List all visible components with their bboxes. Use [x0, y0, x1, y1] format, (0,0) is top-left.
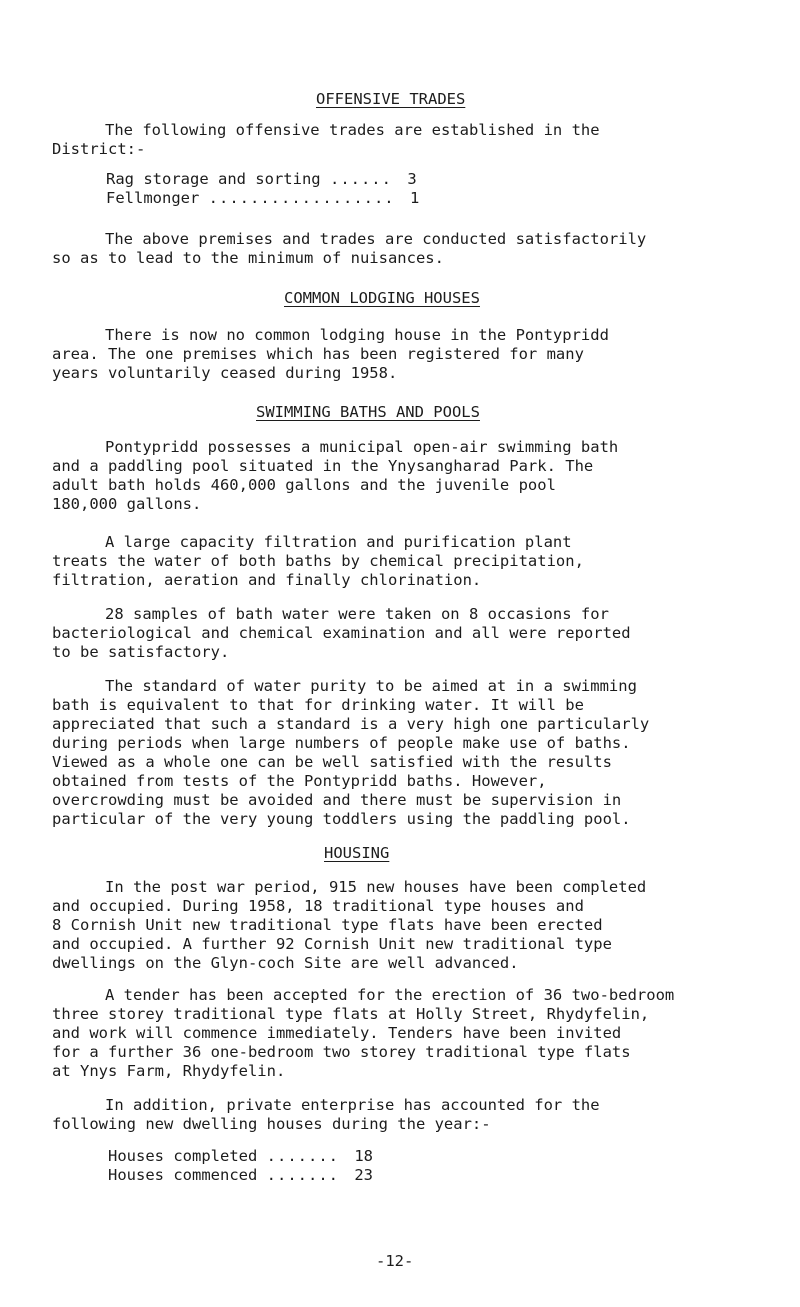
common-lodging-text: There is now no common lodging house in the Pontypridd area. The one premises which has been registered for many years voluntarily ceased during 1958.: [52, 326, 609, 382]
list-item: [106, 189, 419, 208]
list-item: [106, 170, 417, 189]
housing-heading: HOUSING: [324, 844, 390, 862]
page-number: -12-: [376, 1252, 414, 1270]
offensive-trades-closing: The above premises and trades are conducted satisfactorily so as to lead to the minimum of nuisances.: [52, 230, 647, 267]
housing-paragraph-3: In addition, private enterprise has accounted for the following new dwelling houses during the year:-: [52, 1096, 600, 1133]
swimming-paragraph-1: Pontypridd possesses a municipal open-air swimming bath and a paddling pool situated in the Ynysangharad Park. The adult bath holds 460,000 gallons and the juvenile pool 180,000 gallons.: [52, 438, 619, 513]
item-label: Rag storage and sorting: [106, 170, 321, 188]
item-label: Fellmonger: [106, 189, 200, 207]
item-value: 3: [407, 170, 417, 188]
item-value: 1: [410, 189, 420, 207]
offensive-trades-intro: The following offensive trades are established in the District:-: [52, 121, 600, 158]
housing-paragraph-1: In the post war period, 915 new houses have been completed and occupied. During 1958, 18 traditional type houses and 8 Cornish Unit new traditional type flats have been erected and occupied. A further 92 Cornish Unit new traditional type dwellings on the Glyn-coch Site are well advanced.: [52, 878, 647, 972]
offensive-trades-heading: OFFENSIVE TRADES: [316, 90, 466, 108]
swimming-heading: SWIMMING BATHS AND POOLS: [256, 403, 480, 421]
common-lodging-heading: COMMON LODGING HOUSES: [284, 289, 480, 307]
list-item: [108, 1147, 373, 1166]
leader-dots: ..................: [208, 189, 395, 207]
leader-dots: .......: [266, 1166, 339, 1184]
housing-paragraph-2: A tender has been accepted for the erection of 36 two-bedroom three storey traditional type flats at Holly Street, Rhydyfelin, and work will commence immediately. Tenders have been invited for a further 36 one-bedroom two storey traditional type flats at Ynys Farm, Rhydyfelin.: [52, 986, 675, 1080]
item-label: Houses completed: [108, 1147, 258, 1165]
swimming-paragraph-2: A large capacity filtration and purification plant treats the water of both baths by chemical precipitation, filtration, aeration and finally chlorination.: [52, 533, 584, 589]
list-item: [108, 1166, 373, 1185]
item-value: 23: [354, 1166, 373, 1184]
item-label: Houses commenced: [108, 1166, 258, 1184]
item-value: 18: [354, 1147, 373, 1165]
leader-dots: .......: [266, 1147, 339, 1165]
leader-dots: ......: [329, 170, 392, 188]
swimming-paragraph-4: The standard of water purity to be aimed at in a swimming bath is equivalent to that for drinking water. It will be appreciated that such a standard is a very high one particularly during periods when large numbers of people make use of baths. Viewed as a whole one can be well satisfied with the results obtained from tests of the Pontypridd baths. However, overcrowding must be avoided and there must be supervision in particular of the very young toddlers using the paddling pool.: [52, 677, 650, 828]
swimming-paragraph-3: 28 samples of bath water were taken on 8 occasions for bacteriological and chemical examination and all were reported to be satisfactory.: [52, 605, 631, 661]
